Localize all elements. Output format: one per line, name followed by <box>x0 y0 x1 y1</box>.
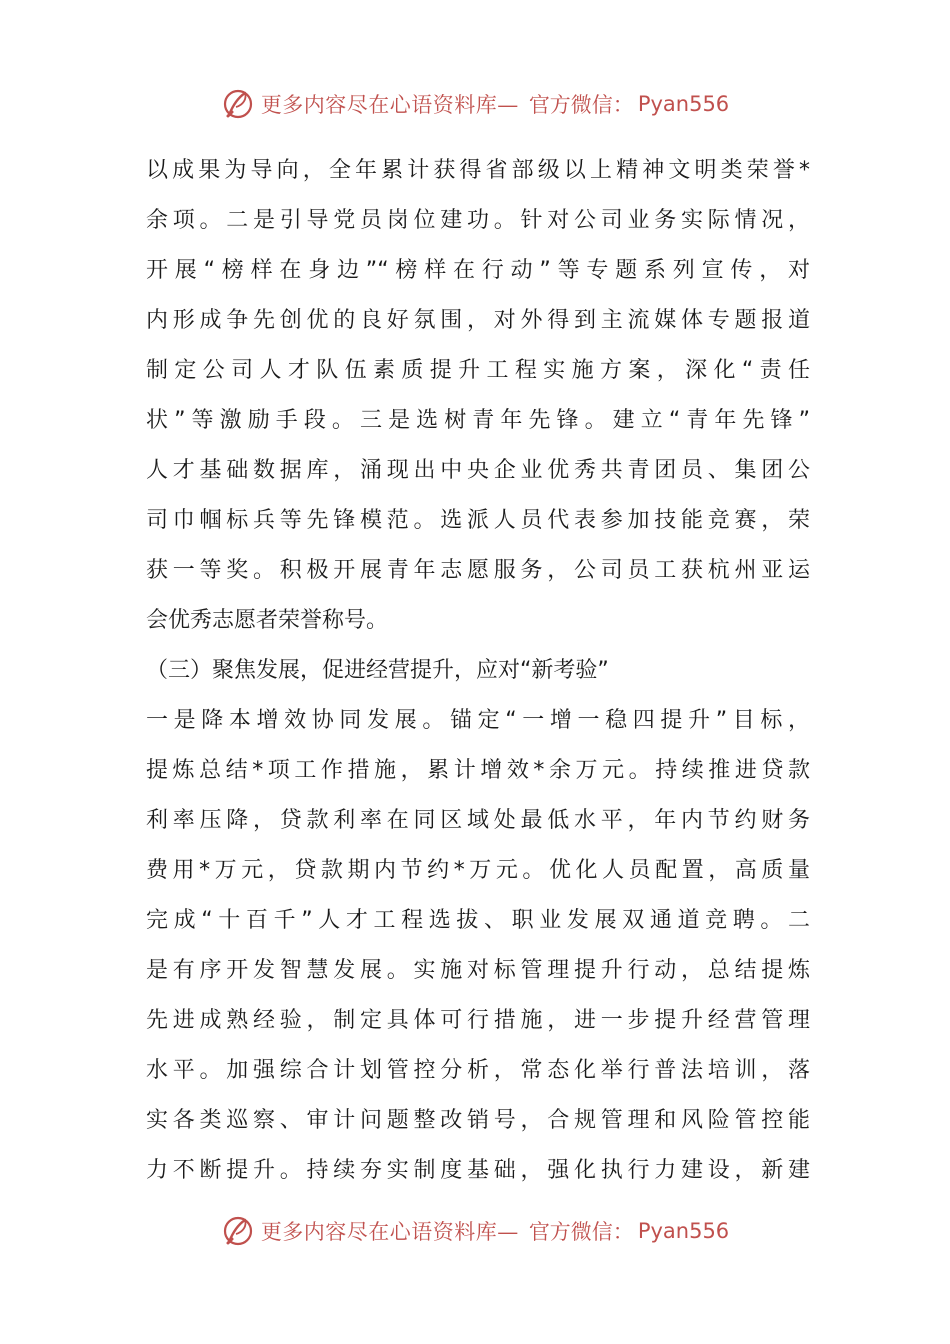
watermark-wechat-id: Pyan556 <box>637 92 730 116</box>
body-line: 制定公司人才队伍素质提升工程实施方案，深化“责任 <box>146 358 810 383</box>
quill-logo-icon <box>221 87 255 121</box>
watermark-wechat-label: 官方微信： <box>528 1220 634 1244</box>
watermark-brand: 更多内容尽在心语资料库— <box>260 1220 519 1244</box>
header-watermark <box>0 84 950 124</box>
body-line: 是有序开发智慧发展。实施对标管理提升行动，总结提炼 <box>146 958 810 983</box>
footer-watermark <box>0 1211 950 1251</box>
body-line: 水平。加强综合计划管控分析，常态化举行普法培训，落 <box>146 1058 810 1083</box>
body-line: 开展“榜样在身边”“榜样在行动”等专题系列宣传，对 <box>146 258 810 283</box>
body-line: 一是降本增效协同发展。锚定“一增一稳四提升”目标， <box>146 708 810 733</box>
document-body <box>146 146 810 1196</box>
watermark-wechat-id: Pyan556 <box>637 1219 730 1243</box>
body-line: 人才基础数据库，涌现出中央企业优秀共青团员、集团公 <box>146 458 810 483</box>
section-heading: （三）聚焦发展，促进经营提升，应对“新考验” <box>146 658 609 683</box>
watermark-wechat-label: 官方微信： <box>528 93 634 117</box>
body-line: 会优秀志愿者荣誉称号。 <box>146 608 389 633</box>
body-line: 状”等激励手段。三是选树青年先锋。建立“青年先锋” <box>146 408 810 433</box>
watermark-brand: 更多内容尽在心语资料库— <box>260 93 519 117</box>
body-line: 内形成争先创优的良好氛围，对外得到主流媒体专题报道 <box>146 308 810 333</box>
body-line: 实各类巡察、审计问题整改销号，合规管理和风险管控能 <box>146 1108 810 1133</box>
body-line: 以成果为导向，全年累计获得省部级以上精神文明类荣誉* <box>146 158 810 183</box>
body-line: 利率压降，贷款利率在同区域处最低水平，年内节约财务 <box>146 808 810 833</box>
body-line: 获一等奖。积极开展青年志愿服务，公司员工获杭州亚运 <box>146 558 810 583</box>
body-line: 先进成熟经验，制定具体可行措施，进一步提升经营管理 <box>146 1008 810 1033</box>
body-line: 余项。二是引导党员岗位建功。针对公司业务实际情况， <box>146 208 810 233</box>
body-line: 完成“十百千”人才工程选拔、职业发展双通道竞聘。二 <box>146 908 810 933</box>
quill-logo-icon <box>221 1214 255 1248</box>
body-line: 力不断提升。持续夯实制度基础，强化执行力建设，新建 <box>146 1158 810 1183</box>
body-line: 提炼总结*项工作措施，累计增效*余万元。持续推进贷款 <box>146 758 810 783</box>
body-line: 费用*万元，贷款期内节约*万元。优化人员配置，高质量 <box>146 858 810 883</box>
body-line: 司巾帼标兵等先锋模范。选派人员代表参加技能竞赛，荣 <box>146 508 810 533</box>
